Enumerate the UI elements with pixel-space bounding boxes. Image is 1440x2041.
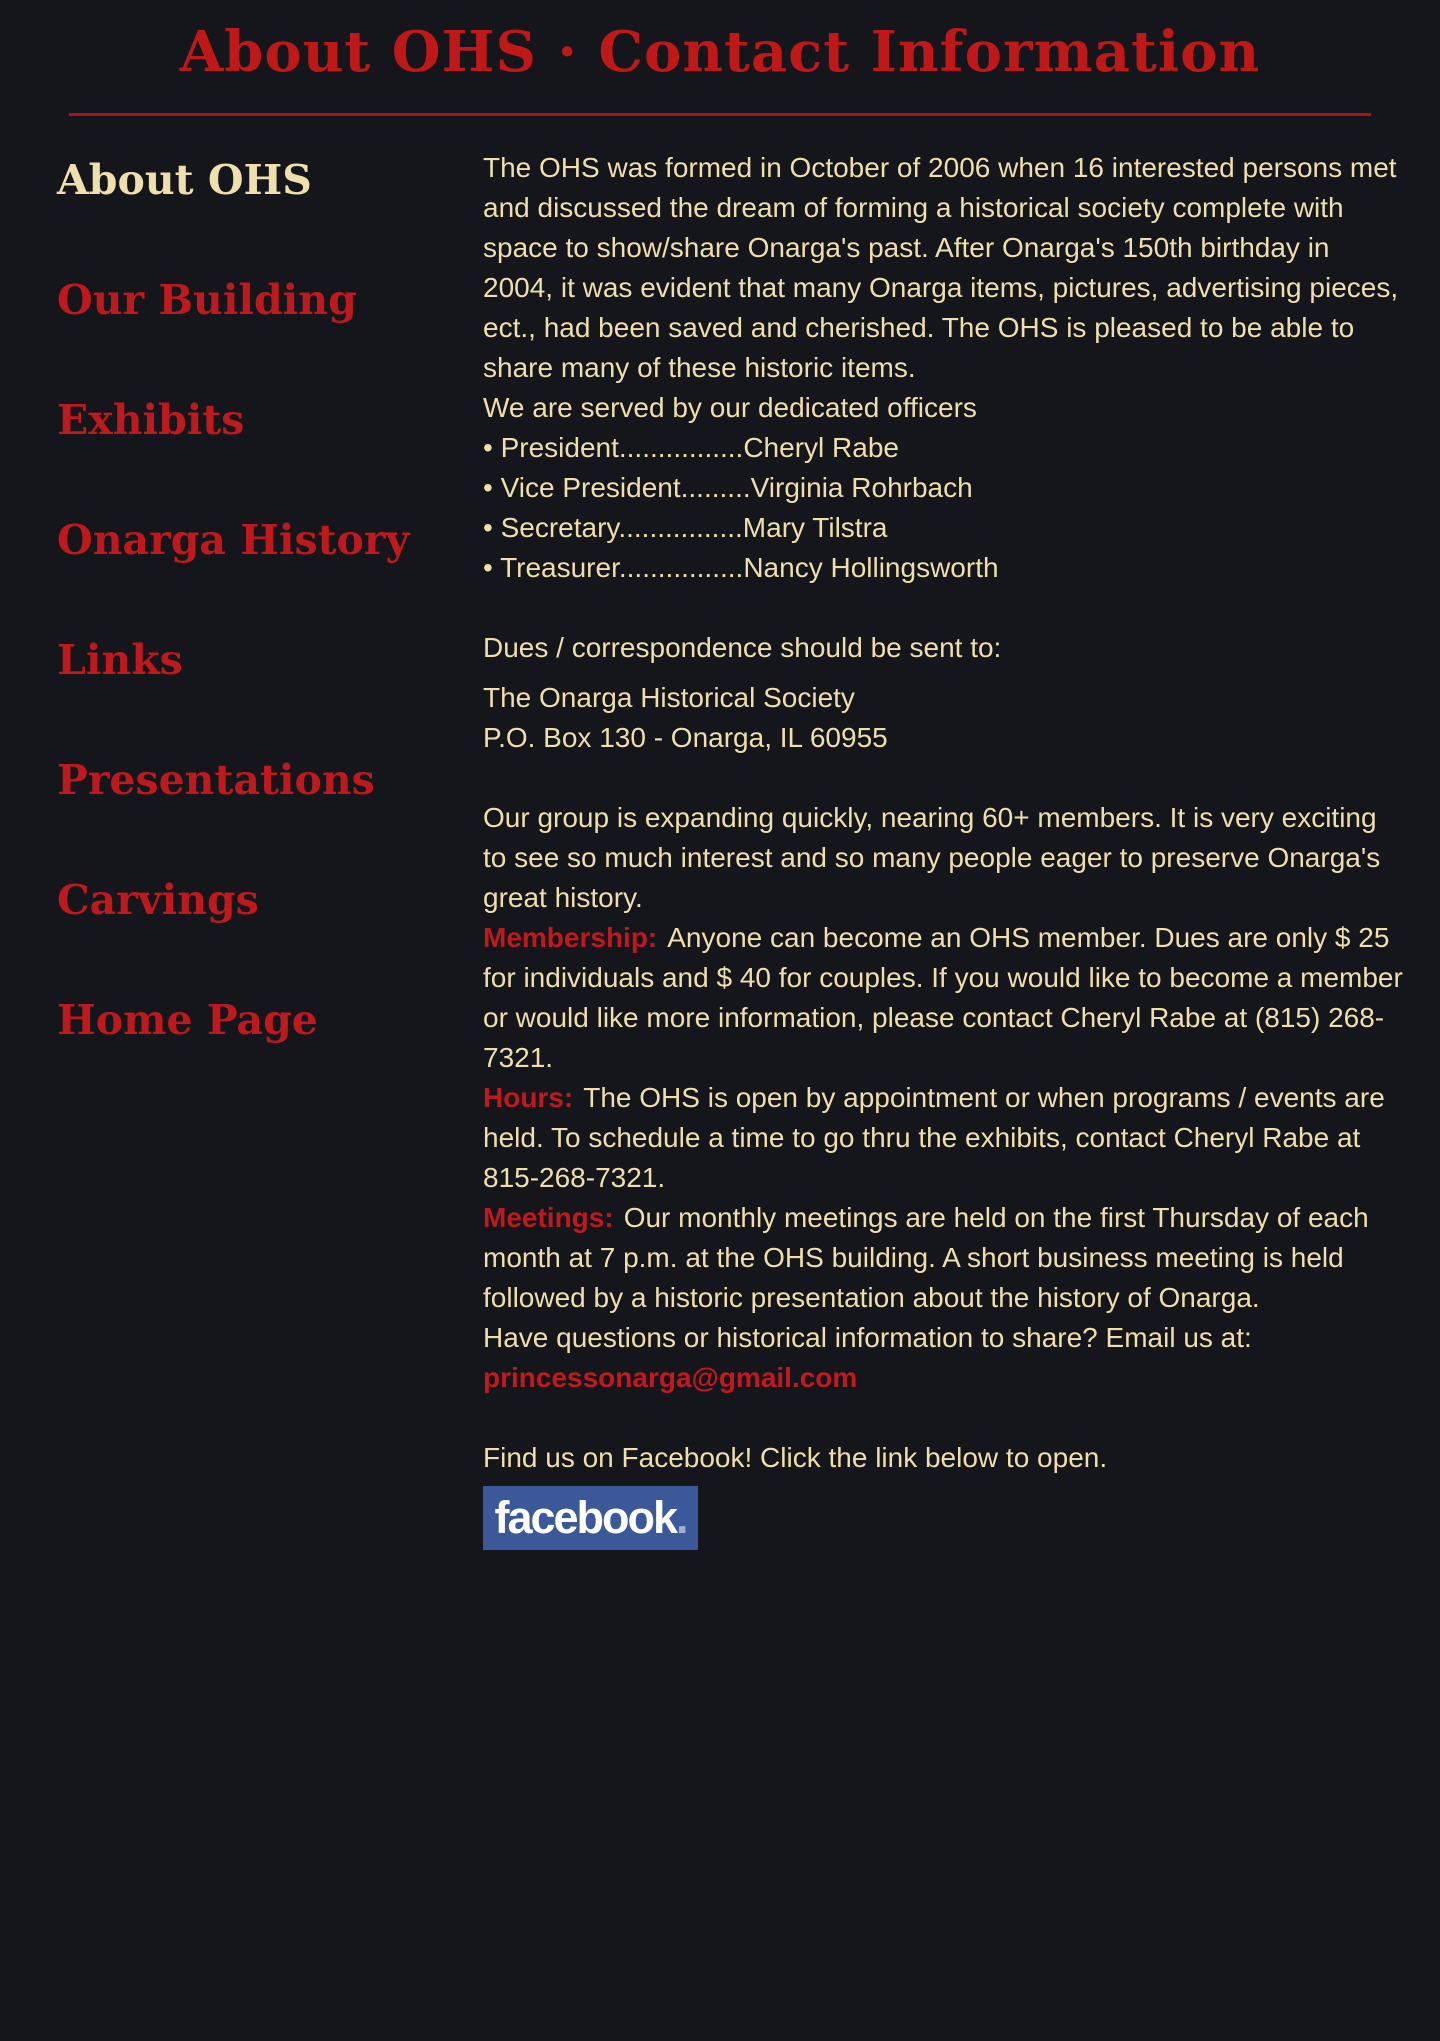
email-prompt: Have questions or historical information to share? Email us at: <box>483 1322 1252 1353</box>
meetings-text: Our monthly meetings are held on the first Thursday of each month at 7 p.m. at the OHS building. A short business meeting is held followed by a historic presentation about the history of Onarga. <box>483 1202 1369 1313</box>
officer-secretary: • Secretary................Mary Tilstra <box>483 512 888 543</box>
hours-label: Hours: <box>483 1082 574 1113</box>
intro-paragraph: The OHS was formed in October of 2006 when 16 interested persons met and discussed the dream of forming a historical society complete with space to show/share Onarga's past. After Onarga's 150th birthday in 2004, it was evident that many Onarga items, pictures, advertising pieces, ect., had been saved and cherished. The OHS is pleased to be able to share many of these historic items. <box>483 152 1399 383</box>
meetings-section <box>483 1198 1403 1318</box>
address-line-2: P.O. Box 130 - Onarga, IL 60955 <box>483 722 888 753</box>
nav-item-carvings[interactable]: Carvings <box>57 876 259 924</box>
hours-text: The OHS is open by appointment or when programs / events are held. To schedule a time to go thru the exhibits, contact Cheryl Rabe at 815-268-7321. <box>483 1082 1385 1193</box>
mail-label: Dues / correspondence should be sent to: <box>483 632 1002 663</box>
officer-vice-president: • Vice President.........Virginia Rohrbach <box>483 472 973 503</box>
meetings-label: Meetings: <box>483 1202 614 1233</box>
nav-item-onarga-history[interactable]: Onarga History <box>57 516 410 564</box>
officers-list <box>483 428 1403 588</box>
email-link[interactable]: princessonarga@gmail.com <box>483 1362 858 1393</box>
sidebar-nav <box>57 150 457 1110</box>
mailing-address <box>483 678 1403 758</box>
nav-item-exhibits[interactable]: Exhibits <box>57 396 245 444</box>
facebook-prompt: Find us on Facebook! Click the link below to open. <box>483 1442 1108 1473</box>
nav-item-links[interactable]: Links <box>57 636 183 684</box>
hours-section <box>483 1078 1403 1198</box>
main-content <box>483 148 1403 1550</box>
membership-label: Membership: <box>483 922 658 953</box>
nav-item-about-ohs[interactable]: About OHS <box>57 156 312 204</box>
officers-intro: We are served by our dedicated officers <box>483 392 977 423</box>
membership-text: Anyone can become an OHS member. Dues are only $ 25 for individuals and $ 40 for couples. If you would like to become a member or would like more information, please contact Cheryl Rabe at (815) 268-7321. <box>483 922 1403 1073</box>
growth-paragraph: Our group is expanding quickly, nearing 60+ members. It is very exciting to see so much interest and so many people eager to preserve Onarga's great history. <box>483 802 1381 913</box>
officer-treasurer: • Treasurer................Nancy Hollingsworth <box>483 552 999 583</box>
nav-item-our-building[interactable]: Our Building <box>57 276 357 324</box>
membership-section <box>483 918 1403 1078</box>
facebook-dot: . <box>676 1492 687 1543</box>
page-title: About OHS · Contact Information <box>179 19 1261 85</box>
officer-president: • President................Cheryl Rabe <box>483 432 899 463</box>
nav-item-home-page[interactable]: Home Page <box>57 996 318 1044</box>
email-section <box>483 1318 1403 1398</box>
title-divider <box>69 113 1371 116</box>
facebook-link-badge[interactable] <box>483 1486 698 1550</box>
nav-item-presentations[interactable]: Presentations <box>57 756 375 804</box>
address-line-1: The Onarga Historical Society <box>483 682 855 713</box>
facebook-wordmark: facebook <box>494 1492 677 1543</box>
